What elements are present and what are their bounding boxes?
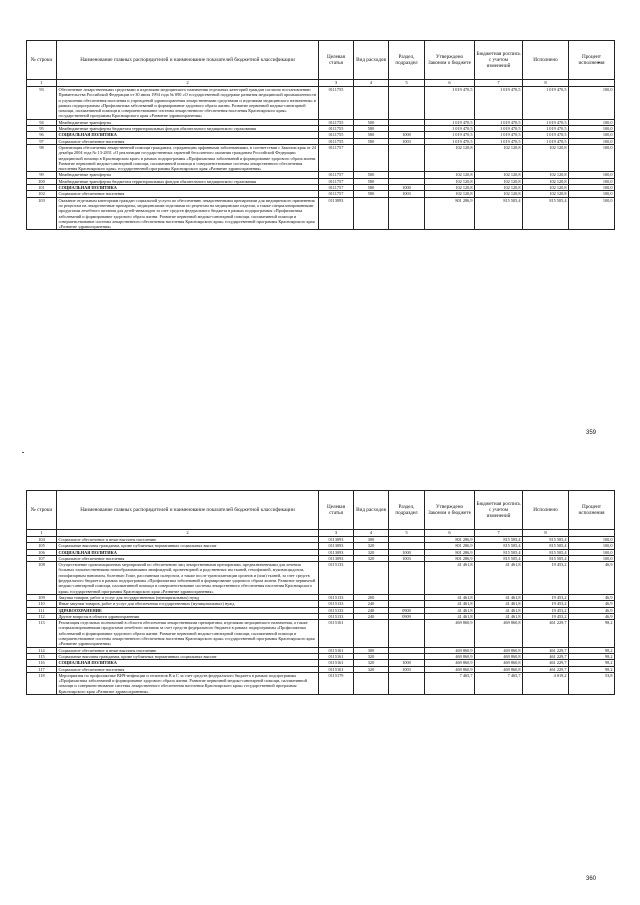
row-number-cell: 93	[27, 87, 57, 120]
percent-cell: 100,0	[569, 191, 615, 197]
target-article-cell: 0115133	[319, 601, 354, 607]
executed-amount-cell: 815 505,4	[523, 549, 569, 555]
description-cell: Иные закупки товаров, работ и услуг для обеспечения государственных (муниципальных) нужд	[57, 601, 319, 607]
approved-amount-cell: 41 461,8	[425, 594, 475, 600]
col-index	[569, 530, 615, 537]
description-cell: Оказание отдельным категориям граждан социальной услуги по обеспечению лекарственными препаратами для медицинского применения по рецептам на лекарственные препараты, медицинскими изделиями по рецептам на медицинские изделия, а также специализированными продуктами лечебного питания для детей-инвалидов за счет средств федерального бюджета в рамках подпрограммы «Профилактика заболеваний и формирование здорового образа жизни. Развитие первичной медико-санитарной помощи, паллиативной помощи и совершенствование системы лекарственного обеспечения населения Красноярского края» государственной программы Красноярского края «Развитие здравоохранения»	[57, 197, 319, 230]
header-budget-roster: Бюджетная роспись с учетом изменений	[475, 41, 523, 80]
description-cell: СОЦИАЛЬНАЯ ПОЛИТИКА	[57, 132, 319, 138]
description-cell: Социальное обеспечение населения	[57, 555, 319, 561]
column-index-row	[27, 530, 615, 537]
header-name: Наименование главных распорядителей и наименование показателей бюджетной классификации	[57, 491, 319, 530]
percent-cell: 98,2	[569, 660, 615, 666]
row-number-cell: 102	[27, 191, 57, 197]
executed-amount-cell: 1 019 470,5	[523, 119, 569, 125]
expense-type-cell	[354, 197, 389, 230]
section-cell	[389, 562, 425, 595]
header-target-article: Целевая статья	[319, 491, 354, 530]
executed-amount-cell: 461 229,7	[523, 620, 569, 647]
header-budget-roster: Бюджетная роспись с учетом изменений	[475, 491, 523, 530]
expense-type-cell: 320	[354, 660, 389, 666]
percent-cell: 100,0	[569, 138, 615, 144]
executed-amount-cell: 1 019 470,5	[523, 138, 569, 144]
section-cell: 1003	[389, 191, 425, 197]
roster-amount-cell: 102 120,8	[475, 185, 523, 191]
target-article-cell: 0111755	[319, 138, 354, 144]
roster-amount-cell: 469 860,8	[475, 660, 523, 666]
description-cell: Социальное обеспечение и иные выплаты населению	[57, 647, 319, 653]
row-number-cell: 111	[27, 607, 57, 613]
percent-cell: 100,0	[569, 555, 615, 561]
section-cell: 1003	[389, 138, 425, 144]
expense-type-cell	[354, 562, 389, 595]
header-section: Раздел, подраздел	[389, 41, 425, 80]
expense-type-cell: 580	[354, 126, 389, 132]
approved-amount-cell: 1 019 470,5	[425, 126, 475, 132]
executed-amount-cell: 461 229,7	[523, 666, 569, 672]
executed-amount-cell: 461 229,7	[523, 660, 569, 666]
percent-cell: 100,0	[569, 87, 615, 120]
col-index: 3	[319, 530, 354, 537]
roster-amount-cell: 1 019 470,5	[475, 132, 523, 138]
executed-amount-cell: 19 453,2	[523, 594, 569, 600]
approved-amount-cell: 469 860,9	[425, 647, 475, 653]
section-cell: 1000	[389, 185, 425, 191]
description-cell: Межбюджетные трансферты бюджетам территориальных фондов обязательного медицинского страхования	[57, 178, 319, 184]
header-row	[27, 41, 615, 80]
description-cell: Закупка товаров, работ и услуг для государственных (муниципальных) нужд	[57, 594, 319, 600]
page-number: 360	[585, 876, 596, 882]
percent-cell: 98,2	[569, 620, 615, 647]
section-cell: 0909	[389, 613, 425, 619]
approved-amount-cell: 41 461,8	[425, 613, 475, 619]
approved-amount-cell: 1 019 470,5	[425, 119, 475, 125]
row-number-cell: 99	[27, 172, 57, 178]
col-index: 6	[425, 80, 475, 87]
header-expense-type: Вид расходов	[354, 491, 389, 530]
approved-amount-cell: 801 286,9	[425, 537, 475, 543]
description-cell: Межбюджетные трансферты бюджетам территориальных фондов обязательного медицинского страхования	[57, 126, 319, 132]
table-row	[27, 197, 615, 230]
description-cell: Мероприятия по профилактике ВИЧ-инфекции и гепатитов В и С за счет средств федерального бюджета в рамках подпрограммы «Профилактика заболеваний и формирование здорового образа жизни. Развитие первичной медико-санитарной помощи, паллиативной помощи и совершенствование системы лекарственного обеспечения населения Красноярского края» государственной программы Красноярского края «Развитие здравоохранения»	[57, 672, 319, 694]
expense-type-cell: 580	[354, 185, 389, 191]
expense-type-cell: 320	[354, 543, 389, 549]
header-name: Наименование главных распорядителей и наименование показателей бюджетной классификации	[57, 41, 319, 80]
target-article-cell: 0115133	[319, 613, 354, 619]
expense-type-cell	[354, 672, 389, 694]
section-cell	[389, 197, 425, 230]
row-number-cell: 107	[27, 555, 57, 561]
target-article-cell: 0111757	[319, 172, 354, 178]
roster-amount-cell: 1 019 470,5	[475, 138, 523, 144]
expense-type-cell: 320	[354, 666, 389, 672]
roster-amount-cell: 815 505,4	[475, 197, 523, 230]
roster-amount-cell: 102 120,8	[475, 191, 523, 197]
target-article-cell: 0111757	[319, 144, 354, 171]
budget-page-1	[26, 40, 614, 230]
col-index: 8	[523, 530, 569, 537]
percent-cell: 100,0	[569, 537, 615, 543]
header-percent-executed: Процент исполнения	[569, 41, 615, 80]
target-article-cell: 0113093	[319, 537, 354, 543]
expense-type-cell: 500	[354, 172, 389, 178]
target-article-cell: 0115161	[319, 653, 354, 659]
section-cell: 1003	[389, 555, 425, 561]
row-number-cell: 118	[27, 672, 57, 694]
target-article-cell: 0115133	[319, 607, 354, 613]
percent-cell: 46,9	[569, 594, 615, 600]
executed-amount-cell: 1 019 470,5	[523, 87, 569, 120]
row-number-cell: 101	[27, 185, 57, 191]
executed-amount-cell: 19 453,2	[523, 562, 569, 595]
description-cell: Реализация отдельных полномочий в области обеспечения лекарственными препаратами, изделиями медицинского назначения, а также специализированными продуктами лечебного питания за счет средств федерального бюджета в рамках подпрограммы «Профилактика заболеваний и формирование здорового образа жизни. Развитие первичной медико-санитарной помощи, паллиативной помощи и совершенствование системы лекарственного обеспечения населения Красноярского края» государственной программы Красноярского края «Развитие здравоохранения»	[57, 620, 319, 647]
header-executed: Исполнено	[523, 41, 569, 80]
col-index: 7	[475, 530, 523, 537]
col-index: 6	[425, 530, 475, 537]
approved-amount-cell: 102 120,8	[425, 172, 475, 178]
target-article-cell: 0115133	[319, 594, 354, 600]
roster-amount-cell: 469 860,8	[475, 620, 523, 647]
description-cell: Социальное обеспечение и иные выплаты населению	[57, 537, 319, 543]
row-number-cell: 109	[27, 594, 57, 600]
page-number: 359	[585, 430, 596, 436]
description-cell: Осуществление организационных мероприятий по обеспечению лиц лекарственными препаратами, предназначенными для лечения больных злокачественными новообразованиями лимфоидной, кроветворной и родственных им тканей, гемофилией, муковисцидозом, гипофизарным нанизмом, болезнью Гоше, рассеянным склерозом, а также после трансплантации органов и (или) тканей, за счет средств федерального бюджета в рамках подпрограммы «Профилактика заболеваний и формирование здорового образа жизни. Развитие первичной медико-санитарной помощи, паллиативной помощи и совершенствование системы лекарственного обеспечения населения Красноярского края» государственной программы Красноярского края «Развитие здравоохранения»	[57, 562, 319, 595]
executed-amount-cell: 102 120,8	[523, 172, 569, 178]
expense-type-cell: 580	[354, 191, 389, 197]
approved-amount-cell: 102 120,8	[425, 185, 475, 191]
table-row	[27, 562, 615, 595]
target-article-cell: 0113093	[319, 197, 354, 230]
row-number-cell: 98	[27, 144, 57, 171]
approved-amount-cell: 469 860,9	[425, 620, 475, 647]
row-number-cell: 104	[27, 537, 57, 543]
header-approved-by-law: Утверждено Законом о бюджете	[425, 491, 475, 530]
section-cell	[389, 87, 425, 120]
percent-cell: 100,0	[569, 197, 615, 230]
roster-amount-cell: 469 860,8	[475, 666, 523, 672]
row-number-cell: 114	[27, 647, 57, 653]
roster-amount-cell: 1 019 470,5	[475, 87, 523, 120]
executed-amount-cell: 4 019,2	[523, 672, 569, 694]
row-number-cell: 110	[27, 601, 57, 607]
roster-amount-cell: 41 461,8	[475, 613, 523, 619]
roster-amount-cell: 102 120,8	[475, 172, 523, 178]
approved-amount-cell: 41 461,8	[425, 601, 475, 607]
executed-amount-cell: 815 505,4	[523, 537, 569, 543]
row-number-cell: 105	[27, 543, 57, 549]
roster-amount-cell: 102 120,8	[475, 178, 523, 184]
approved-amount-cell: 1 019 470,5	[425, 138, 475, 144]
header-percent-executed: Процент исполнения	[569, 491, 615, 530]
roster-amount-cell: 41 461,8	[475, 562, 523, 595]
approved-amount-cell: 801 286,9	[425, 197, 475, 230]
table-row	[27, 620, 615, 647]
percent-cell: 53,8	[569, 672, 615, 694]
expense-type-cell: 300	[354, 537, 389, 543]
target-article-cell: 0111755	[319, 126, 354, 132]
col-index: 5	[389, 530, 425, 537]
percent-cell: 46,9	[569, 613, 615, 619]
percent-cell: 100,0	[569, 185, 615, 191]
header-expense-type: Вид расходов	[354, 41, 389, 80]
table-row	[27, 87, 615, 120]
col-index: 3	[319, 80, 354, 87]
col-index: 4	[354, 530, 389, 537]
description-cell: Межбюджетные трансферты	[57, 119, 319, 125]
description-cell: СОЦИАЛЬНАЯ ПОЛИТИКА	[57, 549, 319, 555]
executed-amount-cell: 815 505,4	[523, 197, 569, 230]
target-article-cell: 0115133	[319, 562, 354, 595]
approved-amount-cell: 102 120,8	[425, 178, 475, 184]
percent-cell: 100,0	[569, 172, 615, 178]
roster-amount-cell: 41 461,8	[475, 607, 523, 613]
roster-amount-cell: 815 505,4	[475, 543, 523, 549]
section-cell: 1003	[389, 666, 425, 672]
header-approved-by-law: Утверждено Законом о бюджете	[425, 41, 475, 80]
header-row-number: № строки	[27, 491, 57, 530]
expense-type-cell	[354, 87, 389, 120]
approved-amount-cell: 41 461,8	[425, 562, 475, 595]
roster-amount-cell: 815 505,4	[475, 537, 523, 543]
row-number-cell: 112	[27, 613, 57, 619]
description-cell: Социальные выплаты гражданам, кроме публичных нормативных социальных выплат	[57, 543, 319, 549]
executed-amount-cell: 19 453,2	[523, 607, 569, 613]
col-index: 8	[523, 80, 569, 87]
approved-amount-cell: 102 120,8	[425, 144, 475, 171]
executed-amount-cell: 1 019 470,5	[523, 126, 569, 132]
column-index-row	[27, 80, 615, 87]
target-article-cell: 0115161	[319, 620, 354, 647]
percent-cell: 46,9	[569, 607, 615, 613]
executed-amount-cell: 815 505,4	[523, 555, 569, 561]
description-cell: Социальные выплаты гражданам, кроме публичных нормативных социальных выплат	[57, 653, 319, 659]
section-cell	[389, 144, 425, 171]
roster-amount-cell: 1 019 470,5	[475, 126, 523, 132]
percent-cell: 46,9	[569, 562, 615, 595]
target-article-cell: 0111757	[319, 185, 354, 191]
expense-type-cell: 500	[354, 119, 389, 125]
section-cell: 1000	[389, 132, 425, 138]
description-cell: Организация обеспечения лекарственной помощи гражданам, страдающим орфанными заболеваниями, в соответствии с Законом края от 24 декабря 2004 года № 13-2831 «О реализации государственных гарантий бесплатного оказания гражданам Российской Федерации медицинской помощи в Красноярском крае» в рамках подпрограммы «Профилактика заболеваний и формирование здорового образа жизни. Развитие первичной медико-санитарной помощи, паллиативной помощи и совершенствование системы лекарственного обеспечения населения Красноярского края» государственной программы Красноярского края «Развитие здравоохранения»	[57, 144, 319, 171]
description-cell: Другие вопросы в области здравоохранения	[57, 613, 319, 619]
row-number-cell: 113	[27, 620, 57, 647]
target-article-cell: 0111755	[319, 132, 354, 138]
percent-cell: 100,0	[569, 543, 615, 549]
target-article-cell: 0115161	[319, 666, 354, 672]
expense-type-cell: 200	[354, 594, 389, 600]
header-section: Раздел, подраздел	[389, 491, 425, 530]
budget-table-page-2	[26, 490, 615, 695]
expense-type-cell: 240	[354, 601, 389, 607]
row-number-cell: 97	[27, 138, 57, 144]
percent-cell: 100,0	[569, 178, 615, 184]
row-number-cell: 100	[27, 178, 57, 184]
expense-type-cell: 580	[354, 178, 389, 184]
description-cell: СОЦИАЛЬНАЯ ПОЛИТИКА	[57, 185, 319, 191]
expense-type-cell: 320	[354, 653, 389, 659]
row-number-cell: 94	[27, 119, 57, 125]
row-number-cell: 116	[27, 660, 57, 666]
expense-type-cell: 320	[354, 549, 389, 555]
expense-type-cell	[354, 620, 389, 647]
percent-cell: 100,0	[569, 549, 615, 555]
col-index: 4	[354, 80, 389, 87]
target-article-cell: 0115161	[319, 660, 354, 666]
section-cell	[389, 672, 425, 694]
description-cell: Межбюджетные трансферты	[57, 172, 319, 178]
col-index: 2	[57, 530, 319, 537]
executed-amount-cell: 19 453,2	[523, 601, 569, 607]
col-index: 1	[27, 80, 57, 87]
target-article-cell: 0111755	[319, 87, 354, 120]
roster-amount-cell: 41 461,8	[475, 601, 523, 607]
roster-amount-cell: 102 120,8	[475, 144, 523, 171]
description-cell: Социальное обеспечение населения	[57, 138, 319, 144]
description-cell: Обеспечение лекарственными средствами и изделиями медицинского назначения отдельных категорий граждан согласно постановлению Правительства Российской Федерации от 30 июля 1994 года № 890 «О государственной поддержке развития медицинской промышленности и улучшении обеспечения населения и учреждений здравоохранения лекарственными средствами и изделиями медицинского назначения» в рамках подпрограммы «Профилактика заболеваний и формирование здорового образа жизни. Развитие первичной медико-санитарной помощи, паллиативной помощи и совершенствование системы лекарственного обеспечения населения Красноярского края» государственной программы Красноярского края «Развитие здравоохранения»	[57, 87, 319, 120]
row-number-cell: 117	[27, 666, 57, 672]
target-article-cell: 0113093	[319, 549, 354, 555]
row-number-cell: 108	[27, 562, 57, 595]
percent-cell: 100,0	[569, 144, 615, 171]
executed-amount-cell: 19 453,2	[523, 613, 569, 619]
approved-amount-cell: 801 286,9	[425, 555, 475, 561]
col-index: 1	[27, 530, 57, 537]
executed-amount-cell: 815 505,4	[523, 543, 569, 549]
approved-amount-cell: 801 286,9	[425, 549, 475, 555]
percent-cell: 98,2	[569, 653, 615, 659]
roster-amount-cell: 469 860,8	[475, 647, 523, 653]
row-number-cell: 96	[27, 132, 57, 138]
executed-amount-cell: 1 019 470,5	[523, 132, 569, 138]
section-cell: 1000	[389, 549, 425, 555]
approved-amount-cell: 469 860,9	[425, 660, 475, 666]
approved-amount-cell: 1 019 470,5	[425, 87, 475, 120]
target-article-cell: 0113093	[319, 555, 354, 561]
percent-cell: 100,0	[569, 119, 615, 125]
table-row	[27, 144, 615, 171]
executed-amount-cell: 102 120,8	[523, 191, 569, 197]
expense-type-cell	[354, 144, 389, 171]
target-article-cell: 0115161	[319, 647, 354, 653]
target-article-cell: 0115179	[319, 672, 354, 694]
expense-type-cell: 240	[354, 613, 389, 619]
expense-type-cell: 320	[354, 555, 389, 561]
roster-amount-cell: 469 860,8	[475, 653, 523, 659]
percent-cell: 98,2	[569, 666, 615, 672]
approved-amount-cell: 7 465,7	[425, 672, 475, 694]
approved-amount-cell: 469 860,9	[425, 653, 475, 659]
expense-type-cell: 300	[354, 647, 389, 653]
col-index: 2	[57, 80, 319, 87]
percent-cell: 46,9	[569, 601, 615, 607]
executed-amount-cell: 102 120,8	[523, 185, 569, 191]
expense-type-cell: 580	[354, 132, 389, 138]
executed-amount-cell: 461 229,7	[523, 653, 569, 659]
target-article-cell: 0111755	[319, 119, 354, 125]
description-cell: СОЦИАЛЬНАЯ ПОЛИТИКА	[57, 660, 319, 666]
target-article-cell: 0113093	[319, 543, 354, 549]
row-number-cell: 115	[27, 653, 57, 659]
percent-cell: 98,2	[569, 647, 615, 653]
header-row-number: № строки	[27, 41, 57, 80]
col-index: 5	[389, 80, 425, 87]
description-cell: Социальное обеспечение населения	[57, 666, 319, 672]
approved-amount-cell: 41 461,8	[425, 607, 475, 613]
roster-amount-cell: 1 019 470,5	[475, 119, 523, 125]
roster-amount-cell: 7 465,7	[475, 672, 523, 694]
section-cell	[389, 620, 425, 647]
target-article-cell: 0111757	[319, 191, 354, 197]
approved-amount-cell: 801 286,9	[425, 543, 475, 549]
executed-amount-cell: 102 120,8	[523, 144, 569, 171]
roster-amount-cell: 41 461,8	[475, 594, 523, 600]
executed-amount-cell: 102 120,8	[523, 178, 569, 184]
percent-cell: 100,0	[569, 126, 615, 132]
budget-page-2	[26, 490, 614, 695]
col-index: 7	[475, 80, 523, 87]
expense-type-cell: 580	[354, 138, 389, 144]
header-target-article: Целевая статья	[319, 41, 354, 80]
col-index	[569, 80, 615, 87]
row-number-cell: 106	[27, 549, 57, 555]
percent-cell: 100,0	[569, 132, 615, 138]
description-cell: Социальное обеспечение населения	[57, 191, 319, 197]
executed-amount-cell: 461 229,7	[523, 647, 569, 653]
row-number-cell: 103	[27, 197, 57, 230]
header-executed: Исполнено	[523, 491, 569, 530]
target-article-cell: 0111757	[319, 178, 354, 184]
description-cell: ЗДРАВООХРАНЕНИЕ	[57, 607, 319, 613]
approved-amount-cell: 102 120,8	[425, 191, 475, 197]
budget-table-page-1	[26, 40, 615, 230]
header-row	[27, 491, 615, 530]
expense-type-cell: 240	[354, 607, 389, 613]
section-cell: 1000	[389, 660, 425, 666]
section-cell: 0900	[389, 607, 425, 613]
approved-amount-cell: 1 019 470,5	[425, 132, 475, 138]
approved-amount-cell: 469 860,9	[425, 666, 475, 672]
table-row	[27, 672, 615, 694]
roster-amount-cell: 815 505,4	[475, 555, 523, 561]
roster-amount-cell: 815 505,4	[475, 549, 523, 555]
row-number-cell: 95	[27, 126, 57, 132]
